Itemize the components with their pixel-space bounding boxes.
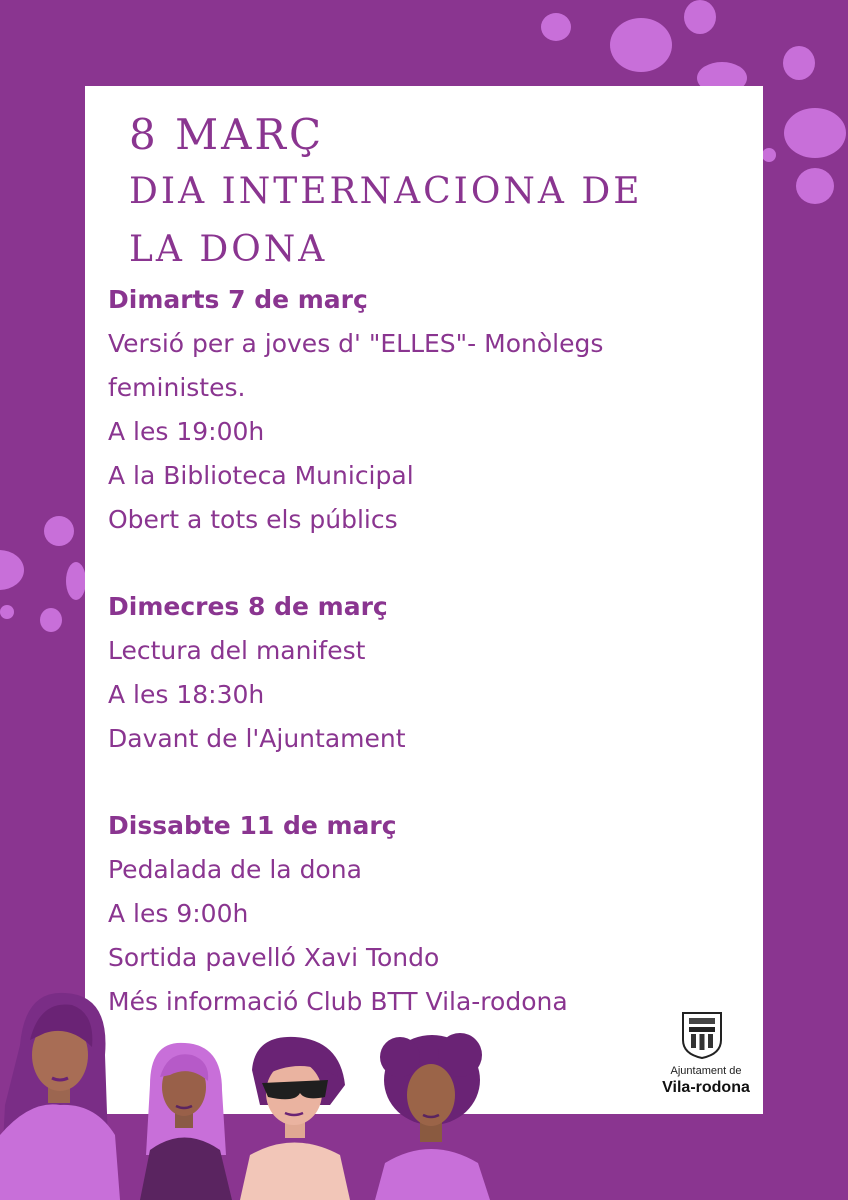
woman-figure <box>240 1037 350 1200</box>
event-time: A les 9:00h <box>108 899 249 928</box>
event-location: Davant de l'Ajuntament <box>108 724 406 753</box>
women-illustration <box>0 985 520 1200</box>
event-detail: feministes. <box>108 373 246 402</box>
decorative-dot <box>541 13 571 41</box>
decorative-dot <box>66 562 86 600</box>
event-day: Dimarts 7 de març <box>108 285 368 314</box>
title-line-2: DIA INTERNACIONA DE <box>129 171 643 212</box>
decorative-dot <box>0 605 14 619</box>
event-item <box>108 278 748 542</box>
decorative-dot <box>796 168 834 204</box>
event-detail: Versió per a joves d' "ELLES"- Monòlegs <box>108 329 604 358</box>
woman-figure <box>0 993 120 1200</box>
event-time: A les 18:30h <box>108 680 265 709</box>
decorative-dot <box>44 516 74 546</box>
woman-figure <box>375 1033 490 1200</box>
event-day: Dimecres 8 de març <box>108 592 388 621</box>
decorative-dot <box>0 550 24 590</box>
content-card <box>85 86 763 1114</box>
event-item <box>108 585 748 761</box>
woman-figure <box>140 1043 232 1200</box>
decorative-dot <box>610 18 672 72</box>
logo-caption: Ajuntament de <box>670 1065 742 1077</box>
event-detail: Més informació Club BTT Vila-rodona <box>108 987 568 1016</box>
title-line-3: LA DONA <box>129 229 328 270</box>
event-location: Sortida pavelló Xavi Tondo <box>108 943 440 972</box>
event-detail: Lectura del manifest <box>108 636 366 665</box>
decorative-dot <box>783 46 815 80</box>
event-detail: Obert a tots els públics <box>108 505 398 534</box>
event-time: A les 19:00h <box>108 417 265 446</box>
event-location: A la Biblioteca Municipal <box>108 461 414 490</box>
decorative-dot <box>40 608 62 632</box>
events-list <box>108 278 748 1067</box>
decorative-dot <box>784 108 846 158</box>
logo-town-name: Vila-rodona <box>662 1079 750 1096</box>
decorative-dot <box>684 0 716 34</box>
event-day: Dissabte 11 de març <box>108 811 397 840</box>
event-detail: Pedalada de la dona <box>108 855 362 884</box>
town-hall-logo <box>648 1008 764 1100</box>
decorative-dot <box>762 148 776 162</box>
title-date: 8 MARÇ <box>129 110 325 159</box>
coat-of-arms-icon <box>680 1010 724 1060</box>
